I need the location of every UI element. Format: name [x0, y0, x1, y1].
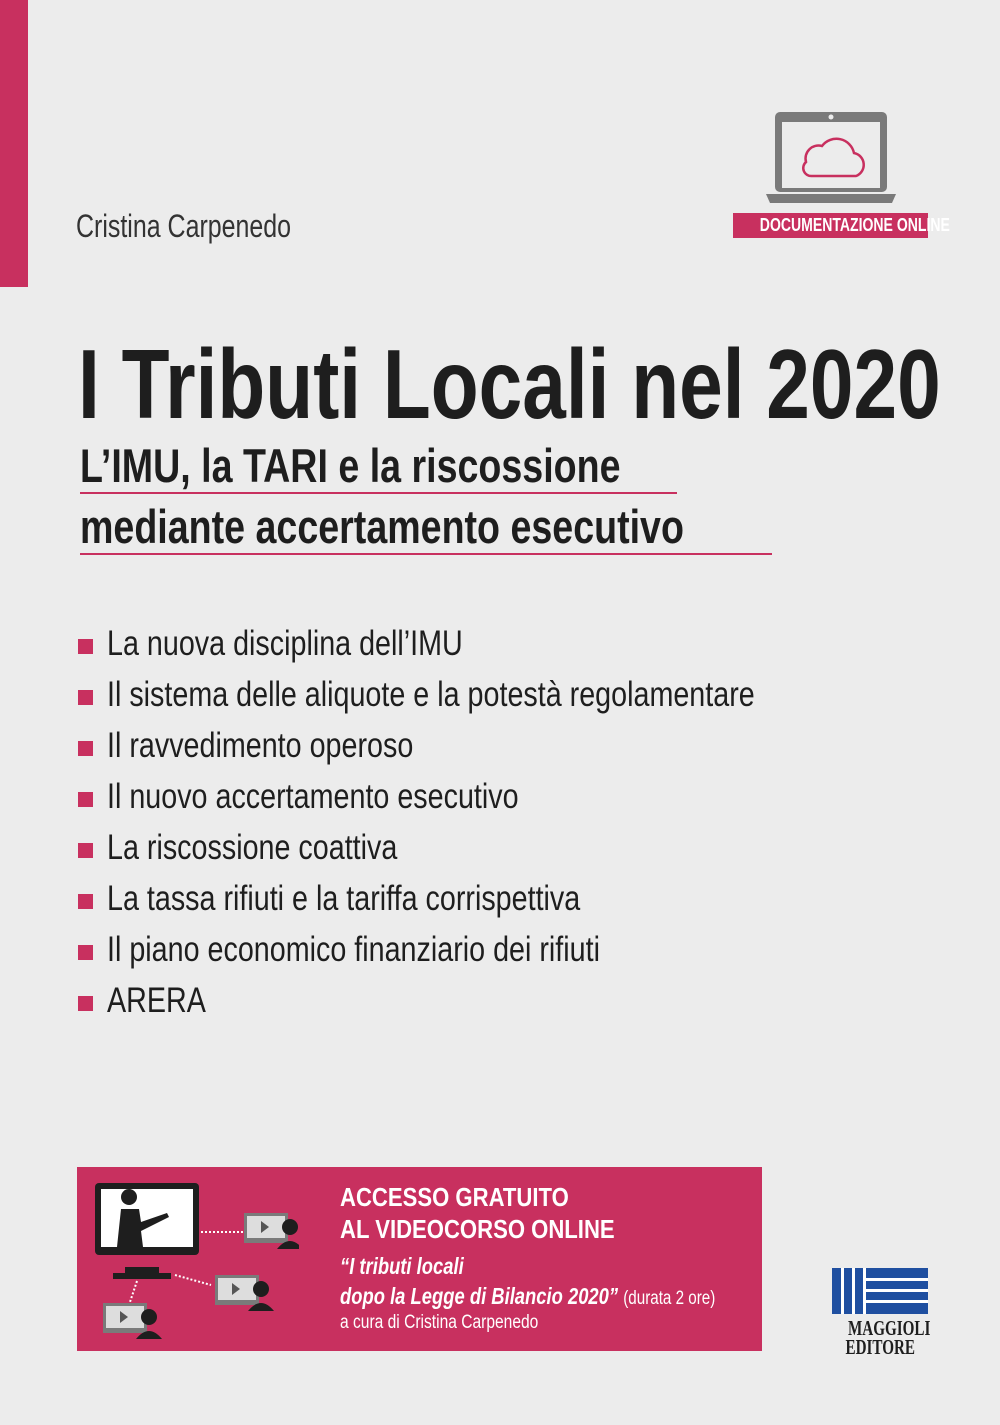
bullet-text: ARERA — [107, 981, 206, 1020]
bullet-text: Il ravvedimento operoso — [107, 726, 414, 765]
course-title-line-1 — [340, 1253, 495, 1280]
square-bullet-icon — [78, 741, 93, 756]
subtitle-underline — [80, 492, 677, 494]
square-bullet-icon — [78, 843, 93, 858]
promo-text: AL VIDEOCORSO ONLINE — [340, 1214, 615, 1244]
square-bullet-icon — [78, 639, 93, 654]
subtitle-line-1 — [80, 438, 756, 493]
laptop-cloud-icon — [764, 110, 898, 206]
bullet-text: La riscossione coattiva — [107, 828, 398, 867]
accent-bar — [0, 0, 28, 287]
promo-text: “I tributi locali — [340, 1253, 464, 1279]
subtitle-underline — [80, 553, 772, 555]
title-text: I Tributi Locali nel 2020 — [78, 329, 941, 439]
bullet-text: Il piano economico finanziario dei rifiuti — [107, 930, 600, 969]
author-text: Cristina Carpenedo — [76, 208, 292, 244]
maggioli-logo-mark — [832, 1268, 928, 1314]
subtitle-line-2 — [80, 499, 835, 554]
square-bullet-icon — [78, 792, 93, 807]
promo-text: dopo la Legge di Bilancio 2020” — [340, 1283, 619, 1309]
publisher-name: EDITORE — [845, 1335, 915, 1359]
maggioli-editore-logo — [832, 1268, 931, 1359]
square-bullet-icon — [78, 894, 93, 909]
promo-heading-2 — [340, 1214, 663, 1245]
course-duration: (durata 2 ore) — [623, 1288, 716, 1309]
viewer-icon — [244, 1213, 299, 1249]
square-bullet-icon — [78, 945, 93, 960]
bullet-text: Il nuovo accertamento esecutivo — [107, 777, 519, 816]
subtitle-text: mediante accertamento esecutivo — [80, 500, 684, 553]
video-course-network-icon — [89, 1177, 299, 1342]
course-curator — [340, 1312, 582, 1334]
square-bullet-icon — [78, 690, 93, 705]
videocourse-promo-box — [77, 1167, 762, 1351]
bullet-text: La tassa rifiuti e la tariffa corrispettiva — [107, 879, 581, 918]
book-title — [78, 328, 1000, 441]
course-title-line-2 — [340, 1283, 809, 1310]
promo-text: ACCESSO GRATUITO — [340, 1182, 569, 1212]
subtitle-text: L’IMU, la TARI e la riscossione — [80, 439, 621, 492]
author-name — [76, 208, 352, 245]
badge-text: DOCUMENTAZIONE ONLINE — [759, 215, 950, 235]
bullet-text: Il sistema delle aliquote e la potestà regolamentare — [107, 675, 755, 714]
promo-heading-1 — [340, 1182, 609, 1213]
publisher-name: MAGGIOLI — [848, 1316, 931, 1340]
bullet-text: La nuova disciplina dell’IMU — [107, 624, 463, 663]
promo-text: a cura di Cristina Carpenedo — [340, 1312, 539, 1333]
documentation-online-badge — [733, 213, 950, 238]
square-bullet-icon — [78, 996, 93, 1011]
